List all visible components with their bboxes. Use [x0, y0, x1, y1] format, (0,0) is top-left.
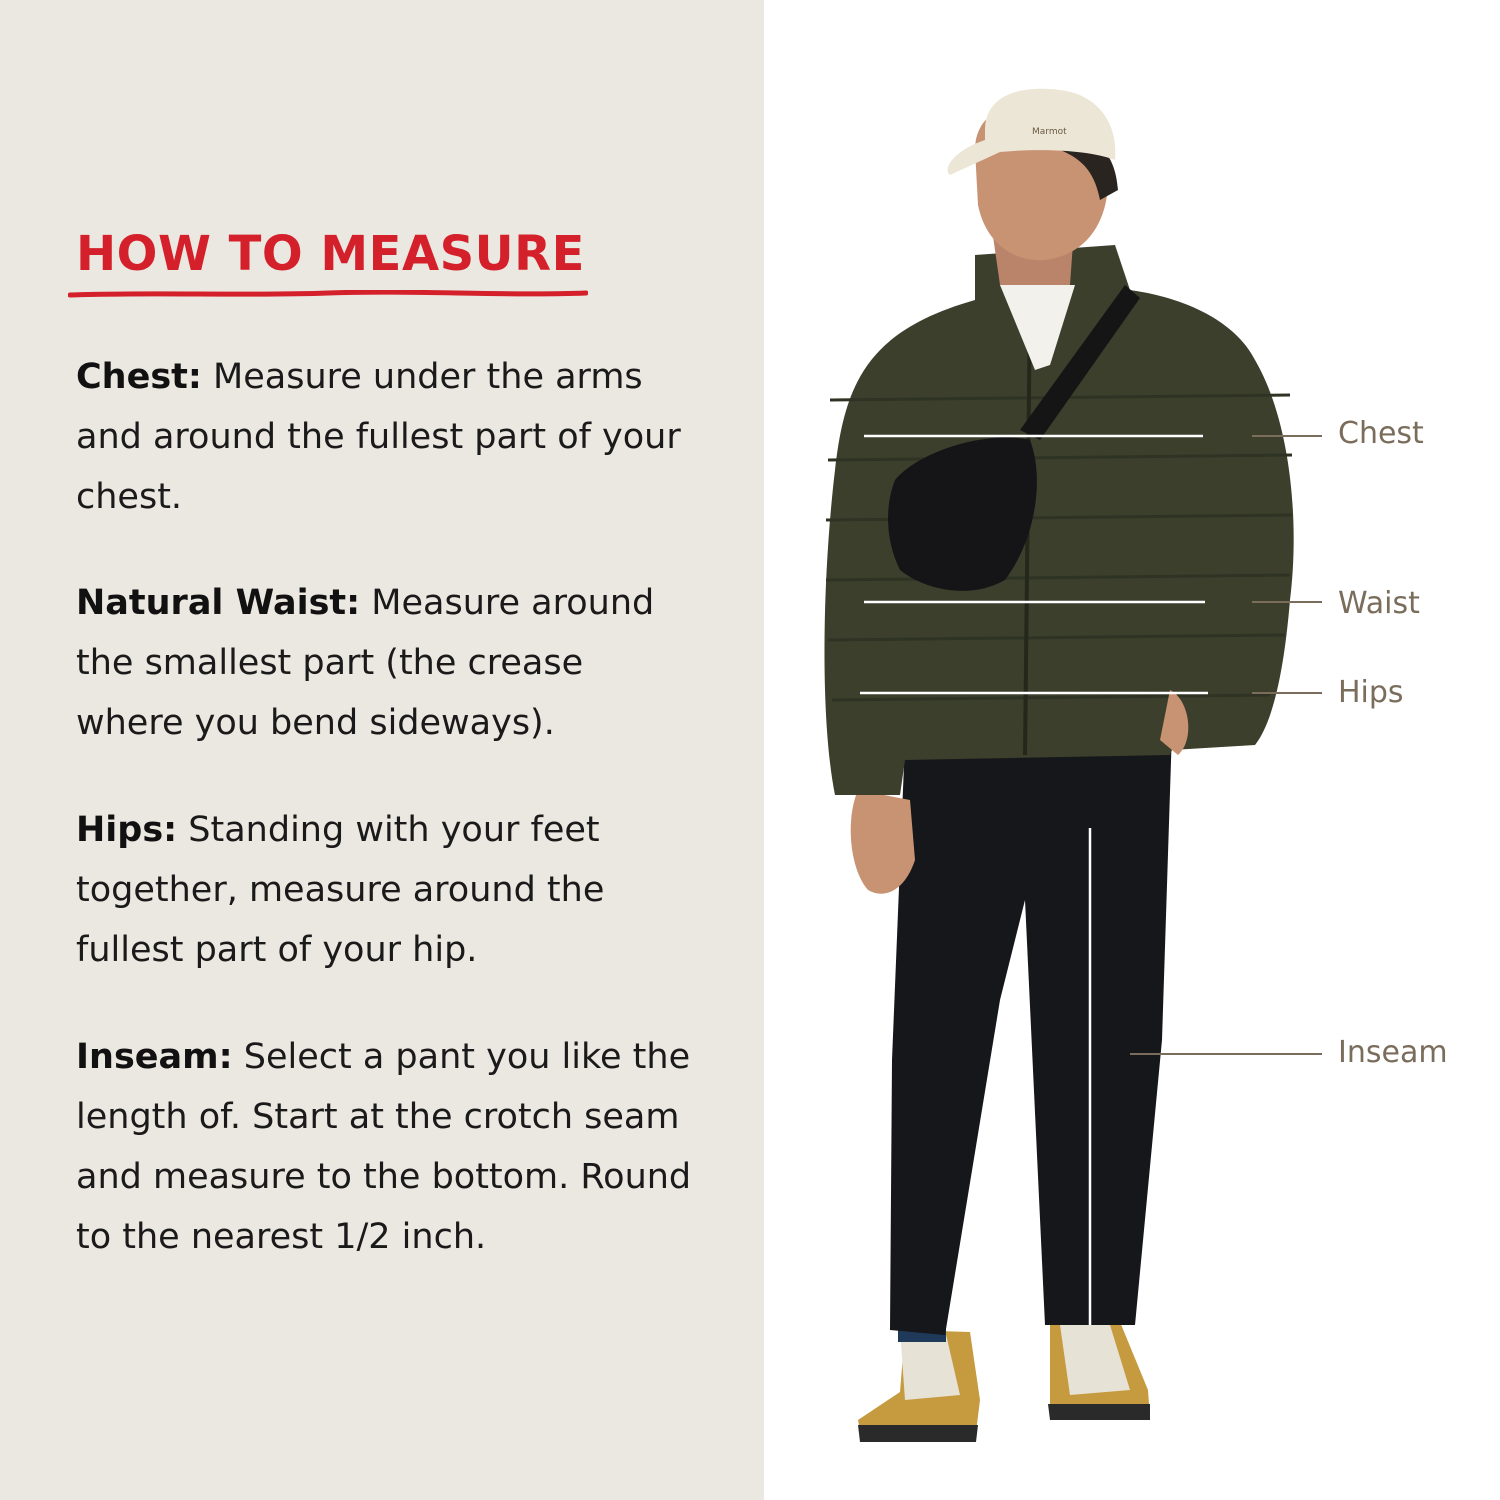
- pants: [890, 730, 1172, 1335]
- instruction-chest: [76, 347, 696, 527]
- callout-waist: Waist: [1338, 586, 1420, 621]
- callout-chest: Chest: [1338, 416, 1424, 451]
- instruction-term: Inseam:: [76, 1037, 233, 1077]
- page-title: HOW TO MEASURE: [76, 226, 585, 282]
- cap-logo: Marmot: [1032, 127, 1067, 137]
- instruction-waist: [76, 573, 696, 753]
- instruction-text: Measure under the arms and around the fullest part of your chest.: [76, 357, 681, 517]
- left-hand: [851, 790, 915, 894]
- instruction-hips: [76, 800, 696, 980]
- right-shoe: [1048, 1322, 1150, 1420]
- callout-hips: Hips: [1338, 675, 1404, 710]
- instruction-text: Measure around the smallest part (the crease where you bend sideways).: [76, 583, 655, 743]
- instruction-text: Select a pant you like the length of. Start at the crotch seam and measure to the bottom. Round to the nearest 1/2 inch.: [76, 1037, 692, 1257]
- callout-inseam: Inseam: [1338, 1035, 1448, 1070]
- instruction-inseam: [76, 1027, 696, 1267]
- model-figure: [764, 0, 1500, 1500]
- instruction-term: Chest:: [76, 357, 202, 397]
- instruction-text: Standing with your feet together, measure around the fullest part of your hip.: [76, 810, 605, 970]
- instruction-term: Hips:: [76, 810, 178, 850]
- left-shoe: [858, 1330, 980, 1442]
- title-underline: [68, 290, 588, 298]
- instruction-term: Natural Waist:: [76, 583, 361, 623]
